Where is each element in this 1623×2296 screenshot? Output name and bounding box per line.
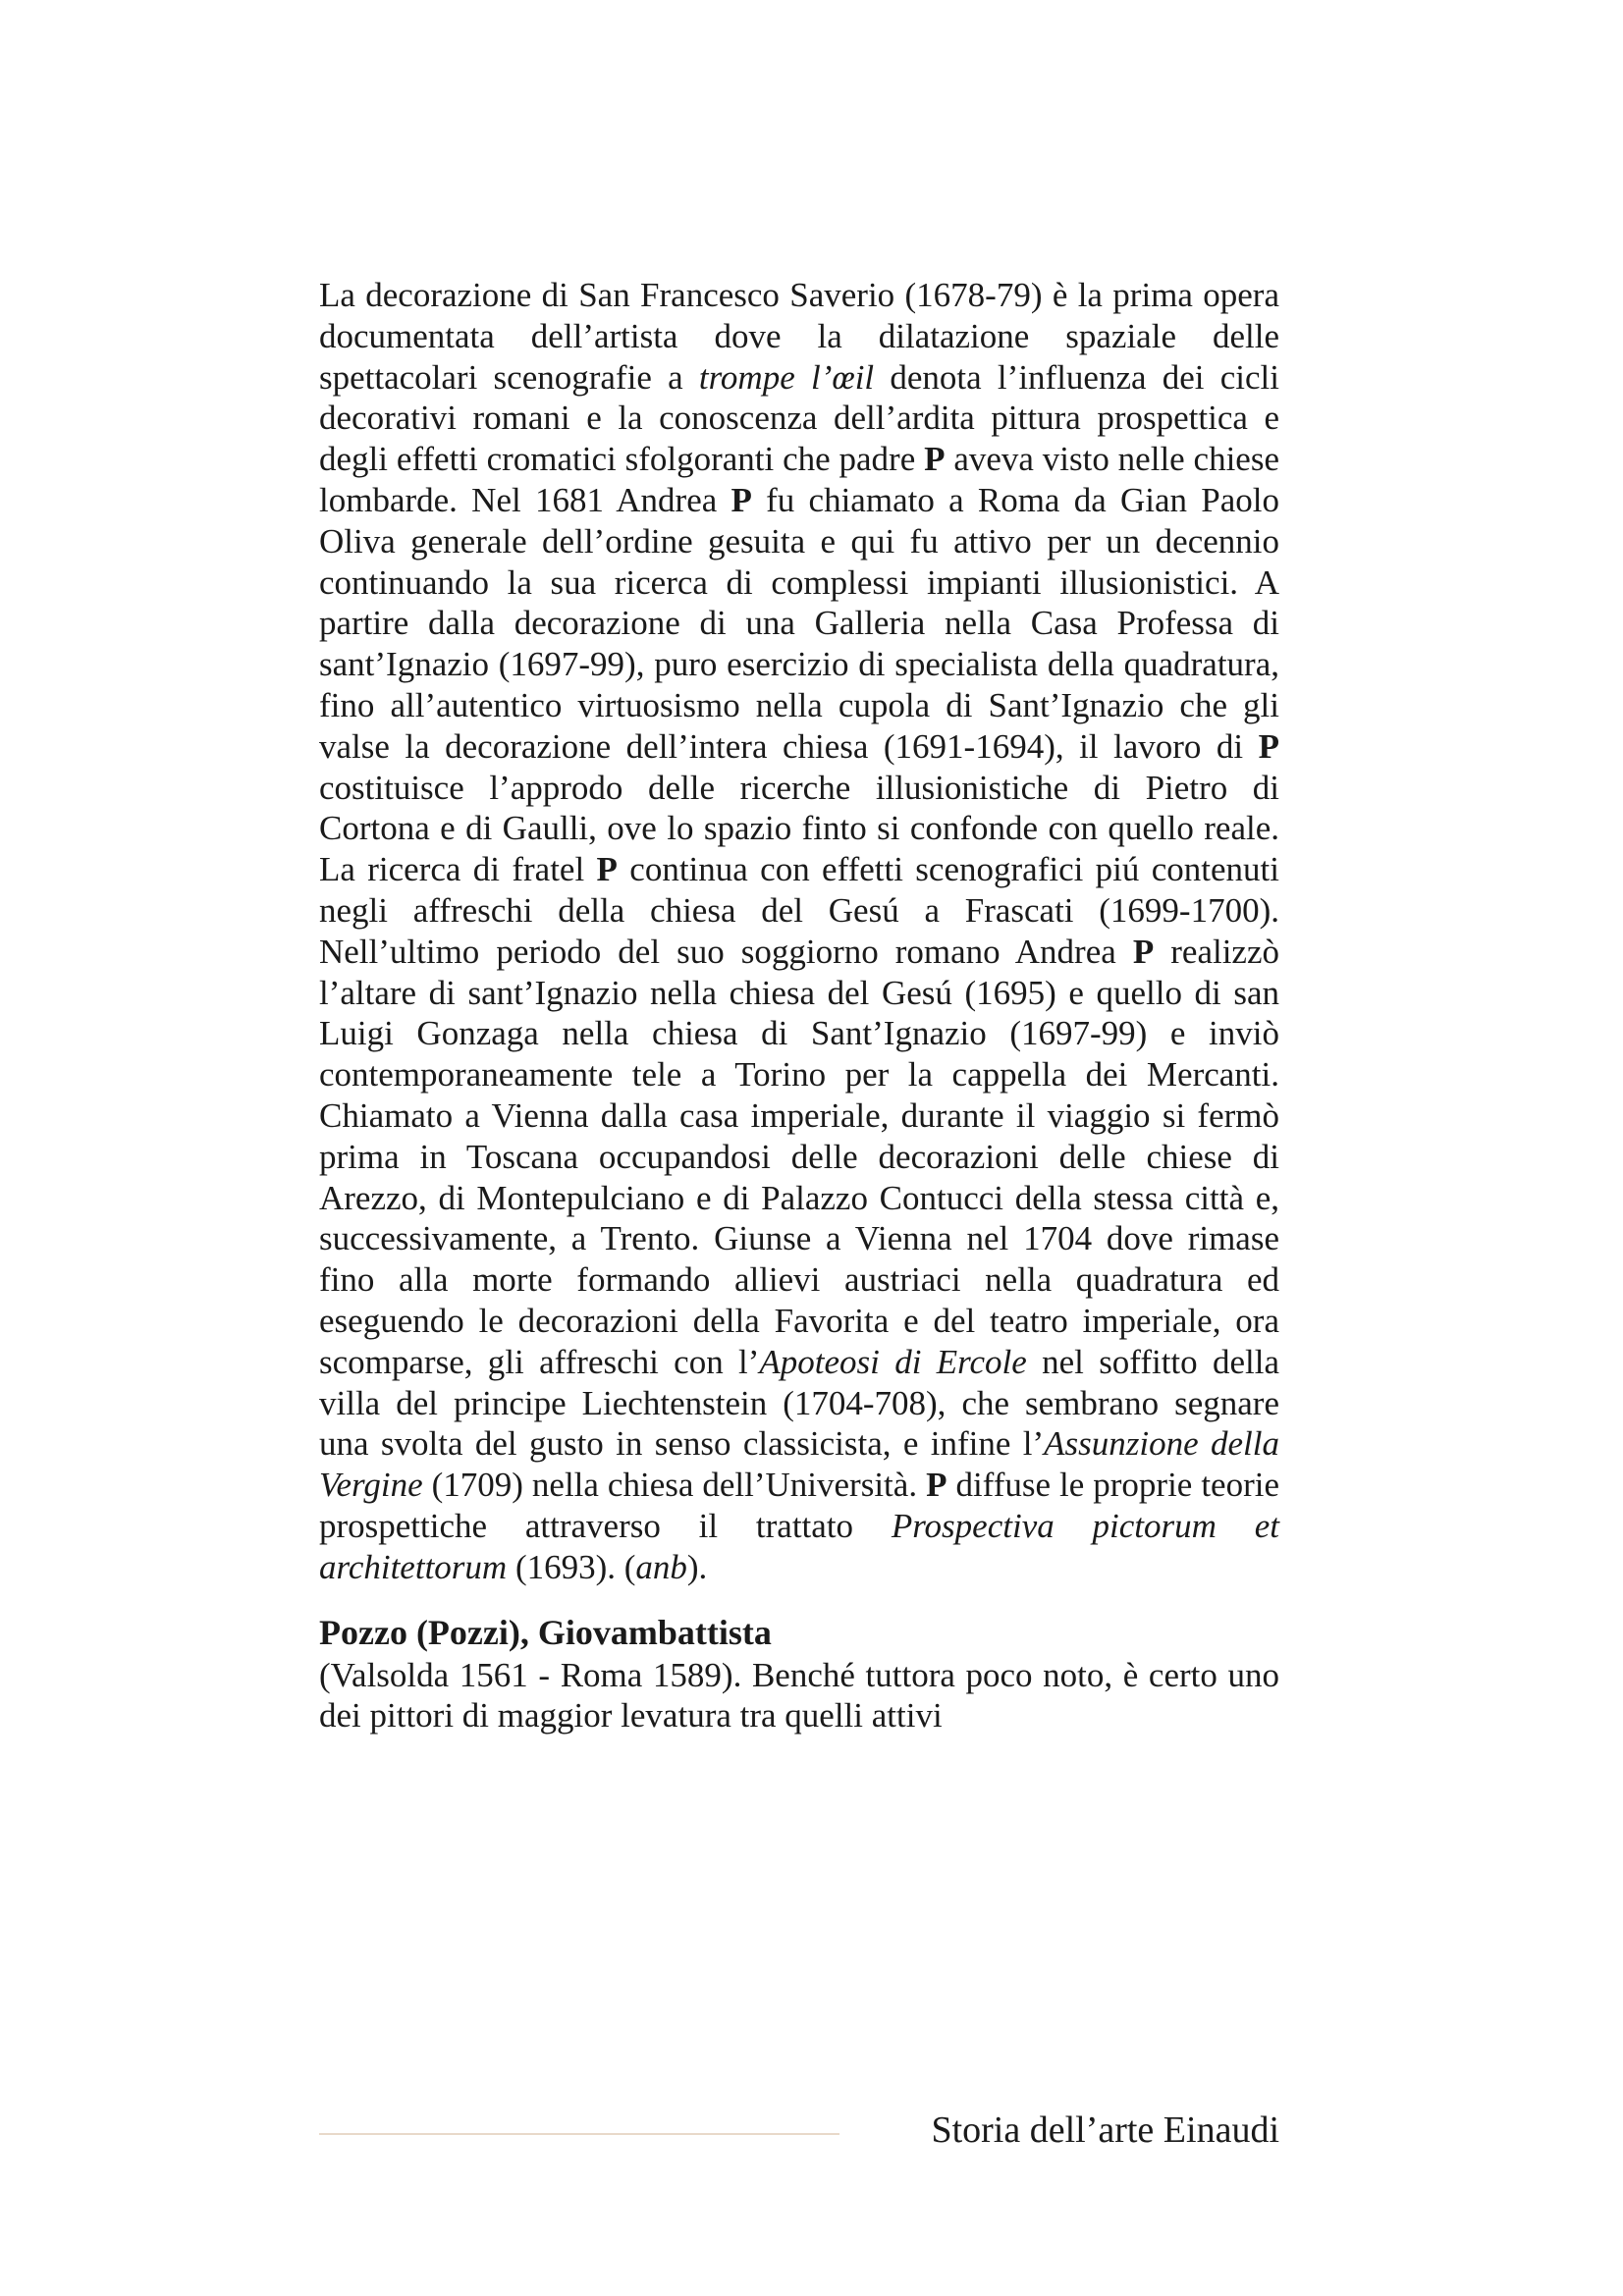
- text-run: (1709) nella chiesa dell’Università.: [422, 1466, 927, 1505]
- text-run: ).: [686, 1547, 708, 1586]
- bold-abbreviation: P: [730, 480, 752, 519]
- entry-heading: Pozzo (Pozzi), Giovambattista: [319, 1612, 772, 1652]
- italic-title: Apoteosi di Ercole: [759, 1342, 1027, 1381]
- italic-term: trompe l’œil: [698, 357, 875, 397]
- body-paragraph: [319, 275, 1279, 1588]
- page-content: [319, 275, 1279, 1736]
- text-run: continua con effetti scenografici piú contenuti negli affreschi della chiesa del Gesú a Frascati (1699-1700). Nell’ultimo periodo del suo soggiorno romano Andrea: [319, 850, 1279, 971]
- footer-divider: [319, 2133, 839, 2135]
- text-run: aveva visto nelle chiese lombarde. Nel 1681 Andrea: [319, 440, 1279, 519]
- text-run: fu chiamato a Roma da Gian Paolo Oliva generale dell’ordine gesuita e qui fu attivo per un decennio continuando la sua ricerca di complessi impianti illusionistici. A partire dalla decorazione di una Galleria nella Casa Professa di sant’Ignazio (1697-99), puro esercizio di specialista della quadratura, fino all’autentico virtuosismo nella cupola di Sant’Ignazio che gli valse la decorazione dell’intera chiesa (1691-1694), il lavoro di: [319, 480, 1279, 766]
- author-initials: anb: [635, 1547, 687, 1586]
- text-run: (1693). (: [507, 1547, 636, 1586]
- bold-abbreviation: P: [926, 1466, 947, 1505]
- bold-abbreviation: P: [1132, 932, 1155, 971]
- text-run: costituisce l’approdo delle ricerche illusionistiche di Pietro di Cortona e di Gaulli, ove lo spazio finto si confonde con quello reale. La ricerca di fratel: [319, 768, 1279, 889]
- page-footer: [319, 2106, 1279, 2155]
- text-run: realizzò l’altare di sant’Ignazio nella chiesa del Gesú (1695) e quello di san Luigi Gonzaga nella chiesa di Sant’Ignazio (1697-99) e inviò contemporaneamente tele a Torino per la cappella dei Mercanti. Chiamato a Vienna dalla casa imperiale, durante il viaggio si fermò prima in Toscana occupandosi delle decorazioni delle chiese di Arezzo, di Montepulciano e di Palazzo Contucci della stessa città e, successivamente, a Trento. Giunse a Vienna nel 1704 dove rimase fino alla morte formando allievi austriaci nella quadratura ed eseguendo le decorazioni della Favorita e del teatro imperiale, ora scomparse, gli affreschi con l’: [319, 932, 1279, 1381]
- bold-abbreviation: P: [1258, 726, 1279, 766]
- italic-title: Assunzione della Vergine: [319, 1424, 1279, 1505]
- bold-abbreviation: P: [596, 850, 618, 889]
- text-run: denota l’influenza dei cicli decorativi romani e la conoscenza dell’ardita pittura prospettica e degli effetti cromatici sfolgoranti che padre: [319, 357, 1280, 479]
- bold-abbreviation: P: [924, 440, 946, 479]
- footer-publication-title: Storia dell’arte Einaudi: [931, 2109, 1279, 2151]
- entry-text: (Valsolda 1561 - Roma 1589). Benché tuttora poco noto, è certo uno dei pittori di maggior levatura tra quelli attivi: [319, 1655, 1279, 1735]
- italic-title: Prospectiva pictorum et architettorum: [319, 1506, 1279, 1586]
- text-run: nel soffitto della villa del principe Liechtenstein (1704-708), che sembrano segnare una svolta del gusto in senso classicista, e infine l’: [319, 1342, 1280, 1464]
- text-run: La decorazione di San Francesco Saverio (1678-79) è la prima opera documentata dell’artista dove la dilatazione spaziale delle spettacolari scenografie a: [319, 276, 1279, 397]
- text-run: diffuse le proprie teorie prospettiche attraverso il trattato: [319, 1466, 1279, 1545]
